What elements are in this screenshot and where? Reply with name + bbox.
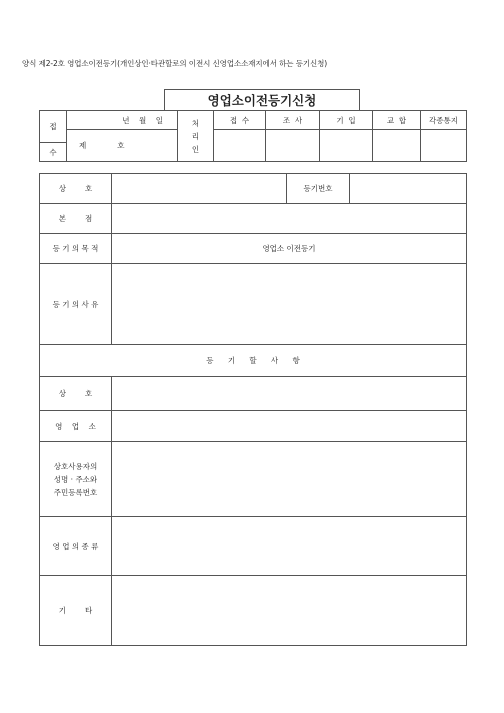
matters-trade-name-label: 상 호 — [58, 389, 93, 398]
user-info-field[interactable] — [112, 442, 467, 517]
other-label: 기 타 — [58, 606, 93, 615]
user-info-label-cell — [40, 442, 112, 517]
column-header-collation-label: 교 합 — [386, 115, 407, 125]
receipt-label-su: 수 — [49, 147, 57, 157]
registration-form-table — [39, 173, 467, 646]
user-info-label-line-1: 상호사용자의 — [53, 461, 98, 471]
column-header-entry — [320, 111, 373, 130]
stamp-collation — [373, 130, 421, 162]
purpose-label: 등 기 의 목 적 — [52, 244, 99, 253]
purpose-value-cell — [112, 234, 467, 264]
column-header-review — [266, 111, 320, 130]
receipt-number-cell — [67, 130, 178, 162]
cause-field[interactable] — [112, 264, 467, 345]
user-info-label-line-2: 성명 · 주소와 — [53, 474, 98, 484]
cause-label-cell — [40, 264, 112, 345]
receipt-number-label: 제 호 — [79, 141, 125, 150]
column-header-receipt — [214, 111, 266, 130]
head-office-field[interactable] — [112, 204, 467, 234]
purpose-label-cell — [40, 234, 112, 264]
registration-number-label-cell — [287, 174, 350, 204]
processor-cell — [178, 111, 214, 162]
purpose-value: 영업소 이전등기 — [262, 244, 316, 253]
receipt-label-su-cell — [40, 143, 67, 162]
column-header-receipt-label: 접 수 — [229, 115, 250, 125]
other-field[interactable] — [112, 576, 467, 646]
stamp-notices — [421, 130, 467, 162]
processor-char-1: 처 — [191, 118, 200, 128]
stamp-entry — [320, 130, 373, 162]
trade-name-label: 상 호 — [58, 184, 93, 193]
business-office-label: 영 업 소 — [55, 421, 96, 431]
page-title: 영업소이전등기신청 — [164, 89, 360, 111]
head-office-label: 본 점 — [58, 214, 93, 223]
stamp-review — [266, 130, 320, 162]
receipt-date-cell — [67, 111, 178, 130]
trade-name-field[interactable] — [112, 174, 287, 204]
form-caption: 양식 제2-2호 영업소이전등기(개인상인·타관할로의 이전시 신영업소소재지에서 하는 등기신청) — [22, 59, 328, 68]
business-type-label: 영 업 의 종 류 — [52, 541, 99, 551]
matters-trade-name-label-cell — [40, 377, 112, 411]
cause-label: 등 기 의 사 유 — [52, 299, 99, 309]
registration-number-field[interactable] — [350, 174, 467, 204]
business-type-field[interactable] — [112, 517, 467, 576]
trade-name-label-cell — [40, 174, 112, 204]
column-header-entry-label: 기 입 — [336, 115, 356, 125]
column-header-collation — [373, 111, 421, 130]
processor-char-3: 인 — [191, 144, 200, 154]
business-type-label-cell — [40, 517, 112, 576]
column-header-notices-label: 각종통지 — [429, 115, 458, 125]
other-label-cell — [40, 576, 112, 646]
matters-trade-name-field[interactable] — [112, 377, 467, 411]
processor-char-2: 리 — [191, 131, 200, 141]
column-header-notices — [421, 111, 467, 130]
user-info-label-line-3: 주민등록번호 — [53, 487, 98, 497]
business-office-label-cell — [40, 411, 112, 442]
head-office-label-cell — [40, 204, 112, 234]
receipt-label-jeop-cell — [40, 111, 67, 143]
receipt-date-label: 년 월 일 — [122, 115, 163, 125]
registration-number-label: 등기번호 — [303, 184, 333, 193]
column-header-review-label: 조 사 — [282, 115, 303, 125]
matters-header: 등 기 할 사 항 — [206, 356, 300, 365]
receipt-label-jeop: 접 — [49, 122, 57, 131]
business-office-field[interactable] — [112, 411, 467, 442]
matters-header-cell — [40, 345, 467, 377]
stamp-receipt — [214, 130, 266, 162]
receipt-table — [39, 110, 467, 162]
